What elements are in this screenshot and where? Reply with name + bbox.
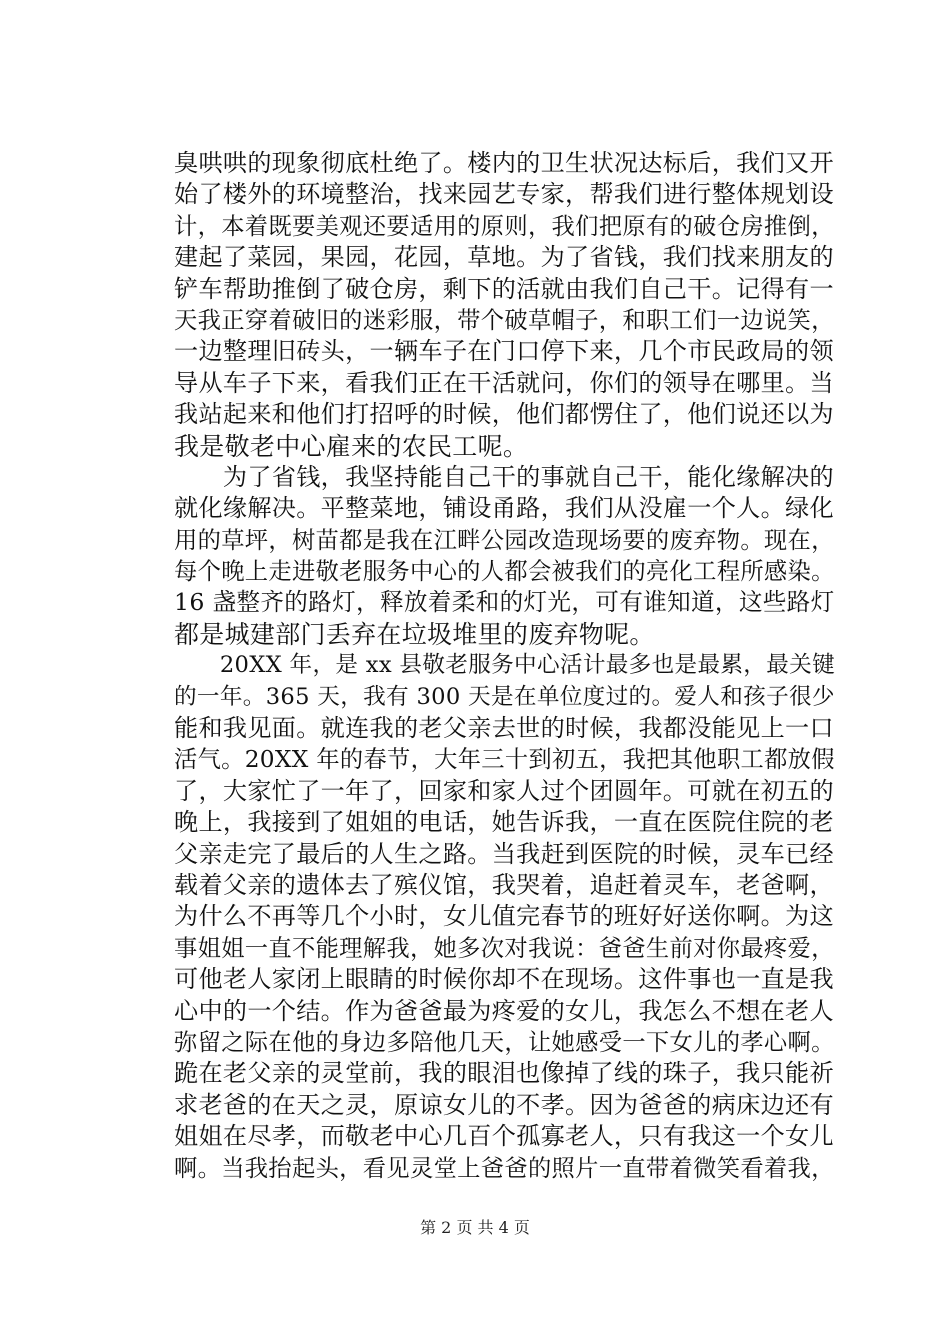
- text-line: 载着父亲的遗体去了殡仪馆，我哭着，追赶着灵车，老爸啊，: [174, 870, 834, 899]
- text-line: 为了省钱，我坚持能自己干的事就自己干，能化缘解决的: [174, 462, 834, 491]
- text-line: 始了楼外的环境整治，找来园艺专家，帮我们进行整体规划设: [174, 180, 834, 209]
- body-text: [174, 148, 834, 1184]
- text-line: 就化缘解决。平整菜地，铺设甬路，我们从没雇一个人。绿化: [174, 494, 834, 523]
- text-line: 父亲走完了最后的人生之路。当我赶到医院的时候，灵车已经: [174, 839, 834, 868]
- text-line: 一边整理旧砖头，一辆车子在门口停下来，几个市民政局的领: [174, 337, 834, 366]
- text-line: 建起了菜园，果园，花园，草地。为了省钱，我们找来朋友的: [174, 243, 834, 272]
- text-line: 姐姐在尽孝，而敬老中心几百个孤寡老人，只有我这一个女儿: [174, 1122, 834, 1151]
- text-line: 为什么不再等几个小时，女儿值完春节的班好好送你啊。为这: [174, 902, 834, 931]
- text-line: 16 盏整齐的路灯，释放着柔和的灯光，可有谁知道，这些路灯: [174, 588, 835, 617]
- text-line: 求老爸的在天之灵，原谅女儿的不孝。因为爸爸的病床边还有: [174, 1090, 834, 1119]
- text-line: 都是城建部门丢弃在垃圾堆里的废弃物呢。: [174, 619, 655, 649]
- text-line: 可他老人家闭上眼睛的时候你却不在现场。这件事也一直是我: [174, 965, 834, 994]
- text-line: 心中的一个结。作为爸爸最为疼爱的女儿，我怎么不想在老人: [174, 996, 834, 1025]
- text-line: 天我正穿着破旧的迷彩服，带个破草帽子，和职工们一边说笑，: [174, 306, 835, 334]
- text-line: 能和我见面。就连我的老父亲去世的时候，我都没能见上一口: [174, 714, 834, 743]
- text-line: 弥留之际在他的身边多陪他几天，让她感受一下女儿的孝心啊。: [174, 1028, 835, 1056]
- text-line: 臭哄哄的现象彻底杜绝了。楼内的卫生状况达标后，我们又开: [174, 149, 834, 177]
- text-line: 跪在老父亲的灵堂前，我的眼泪也像掉了线的珠子，我只能祈: [174, 1059, 834, 1088]
- text-line: 我是敬老中心雇来的农民工呢。: [174, 431, 529, 461]
- text-line: 啊。当我抬起头，看见灵堂上爸爸的照片一直带着微笑看着我，: [174, 1154, 835, 1182]
- text-line: 铲车帮助推倒了破仓房，剩下的活就由我们自己干。记得有一: [174, 274, 834, 303]
- text-line: 20XX 年，是 xx 县敬老服务中心活计最多也是最累，最关键: [174, 652, 835, 679]
- text-line: 用的草坪，树苗都是我在江畔公园改造现场要的废弃物。现在，: [174, 526, 835, 554]
- text-line: 的一年。365 天，我有 300 天是在单位度过的。爱人和孩子很少: [174, 683, 835, 710]
- text-line: 晚上，我接到了姐姐的电话，她告诉我，一直在医院住院的老: [174, 808, 834, 837]
- text-line: 我站起来和他们打招呼的时候，他们都愣住了，他们说还以为: [174, 400, 834, 429]
- text-line: 活气。20XX 年的春节，大年三十到初五，我把其他职工都放假: [174, 746, 835, 774]
- page-footer: 第 2 页 共 4 页: [420, 1218, 530, 1237]
- text-line: 计，本着既要美观还要适用的原则，我们把原有的破仓房推倒，: [174, 212, 835, 240]
- text-line: 每个晚上走进敬老服务中心的人都会被我们的亮化工程所感染。: [174, 558, 835, 586]
- text-line: 事姐姐一直不能理解我，她多次对我说：爸爸生前对你最疼爱，: [174, 934, 835, 962]
- text-line: 了，大家忙了一年了，回家和家人过个团圆年。可就在初五的: [174, 776, 834, 805]
- text-line: 导从车子下来，看我们正在干活就问，你们的领导在哪里。当: [174, 368, 834, 397]
